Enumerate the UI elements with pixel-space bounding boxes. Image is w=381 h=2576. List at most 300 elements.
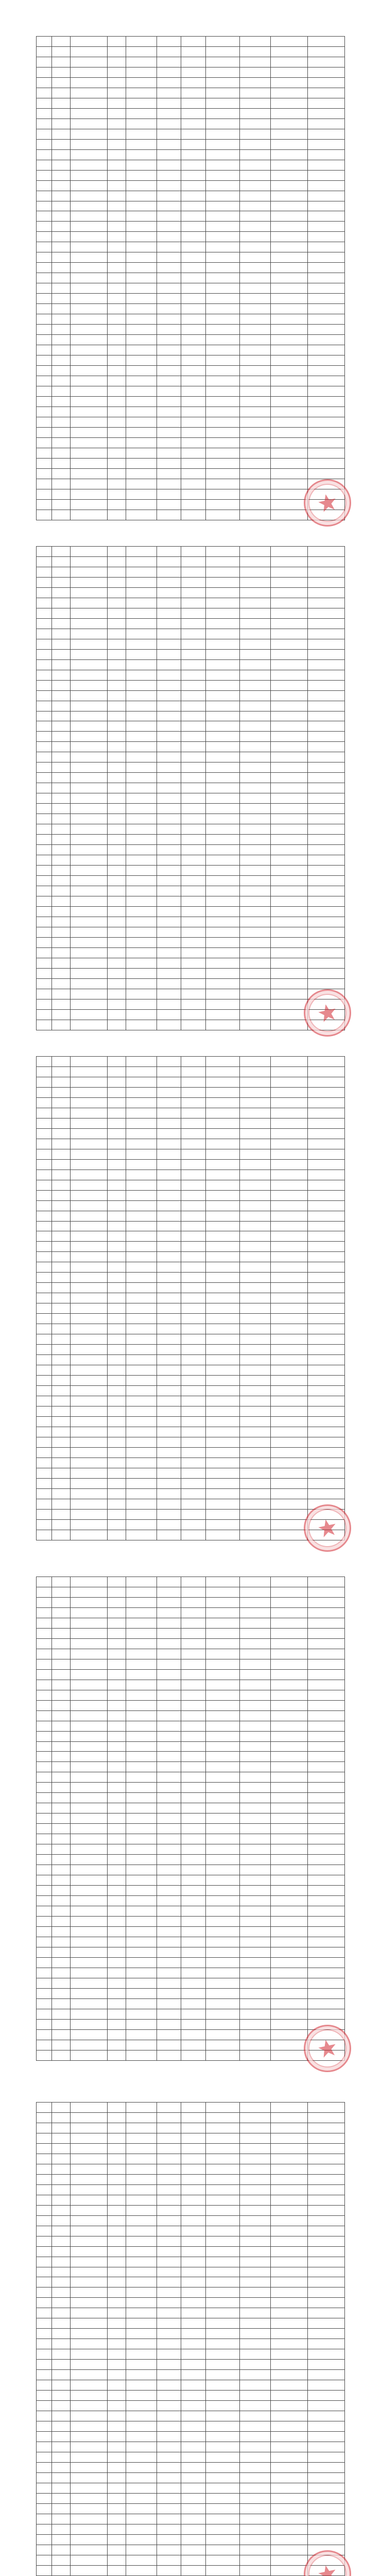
table-cell [206, 618, 240, 629]
table-cell [157, 98, 181, 108]
table-cell [157, 252, 181, 263]
table-row [37, 1211, 345, 1221]
table-cell [206, 824, 240, 835]
table-cell [107, 1427, 126, 1437]
table-row [37, 1437, 345, 1447]
table-cell [308, 1396, 345, 1406]
table-cell [240, 1597, 271, 1607]
table-cell [181, 1937, 206, 1947]
table-cell [240, 2195, 271, 2205]
table-cell [70, 896, 107, 906]
table-cell [240, 1190, 271, 1200]
table-cell [70, 1957, 107, 1968]
table-cell [271, 1752, 308, 1762]
table-cell [206, 325, 240, 335]
table-cell [206, 1530, 240, 1540]
table-cell [206, 1762, 240, 1772]
table-cell [181, 1458, 206, 1468]
table-cell [271, 1190, 308, 1200]
table-cell [240, 1680, 271, 1690]
table-cell [70, 680, 107, 690]
table-cell [240, 2360, 271, 2370]
table-cell [37, 1710, 52, 1721]
table-cell [126, 294, 157, 304]
table-cell [107, 273, 126, 283]
table-cell [157, 2040, 181, 2050]
table-cell [126, 366, 157, 376]
table-cell [157, 1293, 181, 1303]
table-cell [37, 2174, 52, 2184]
table-cell [206, 1355, 240, 1365]
table-cell [107, 968, 126, 978]
table-cell [107, 680, 126, 690]
table-cell [271, 98, 308, 108]
table-cell [126, 2236, 157, 2246]
table-cell [70, 1628, 107, 1638]
table-cell [126, 1057, 157, 1067]
table-cell [157, 376, 181, 386]
table-cell [308, 1200, 345, 1211]
table-cell [37, 2123, 52, 2133]
table-cell [126, 2349, 157, 2360]
table-cell [181, 2514, 206, 2524]
table-cell [206, 2029, 240, 2040]
table-cell [107, 1499, 126, 1509]
table-cell [181, 2391, 206, 2401]
table-cell [37, 160, 52, 170]
table-cell [107, 417, 126, 427]
table-cell [126, 1762, 157, 1772]
table-row [37, 2318, 345, 2329]
table-row [37, 2380, 345, 2391]
table-cell [107, 37, 126, 47]
table-cell [37, 2246, 52, 2257]
table-cell [126, 1149, 157, 1159]
table-cell [271, 1690, 308, 1700]
table-cell [308, 587, 345, 598]
table-cell [51, 314, 70, 325]
table-cell [51, 1638, 70, 1649]
table-cell [51, 1416, 70, 1427]
table-cell [37, 273, 52, 283]
table-cell [157, 649, 181, 659]
table-cell [70, 263, 107, 273]
table-cell [206, 129, 240, 139]
table-cell [51, 742, 70, 752]
table-cell [70, 1814, 107, 1824]
table-cell [126, 1396, 157, 1406]
table-page-1 [36, 36, 345, 520]
table-cell [157, 835, 181, 845]
table-cell [107, 639, 126, 649]
table-cell [157, 2462, 181, 2472]
table-cell [240, 180, 271, 191]
table-cell [51, 1947, 70, 1957]
table-cell [271, 2267, 308, 2277]
table-cell [70, 98, 107, 108]
table-cell [126, 1139, 157, 1149]
table-cell [70, 252, 107, 263]
table-cell [37, 499, 52, 510]
table-cell [271, 937, 308, 947]
table-cell [181, 77, 206, 88]
table-cell [271, 1128, 308, 1139]
table-cell [51, 1793, 70, 1803]
table-cell [181, 999, 206, 1009]
table-cell [70, 2123, 107, 2133]
table-cell [271, 88, 308, 98]
table-row [37, 762, 345, 773]
table-cell [181, 2174, 206, 2184]
table-cell [240, 556, 271, 567]
table-cell [308, 1458, 345, 1468]
table-cell [107, 46, 126, 57]
table-cell [308, 1824, 345, 1834]
table-cell [126, 732, 157, 742]
table-row [37, 1896, 345, 1906]
table-cell [240, 499, 271, 510]
table-row [37, 968, 345, 978]
table-row [37, 191, 345, 201]
table-cell [240, 814, 271, 824]
table-cell [51, 1231, 70, 1242]
table-cell [206, 1097, 240, 1108]
table-cell [181, 649, 206, 659]
table-cell [126, 1478, 157, 1488]
table-cell [206, 886, 240, 896]
table-cell [37, 2545, 52, 2555]
table-cell [51, 721, 70, 732]
table-cell [181, 67, 206, 77]
table-cell [51, 1200, 70, 1211]
table-cell [181, 1926, 206, 1937]
table-cell [271, 556, 308, 567]
table-cell [308, 2277, 345, 2287]
table-cell [37, 1957, 52, 1968]
table-cell [126, 468, 157, 479]
star-icon [315, 1001, 339, 1025]
table-cell [240, 2226, 271, 2236]
table-cell [70, 294, 107, 304]
table-cell [37, 947, 52, 958]
table-cell [37, 2050, 52, 2060]
table-cell [240, 1772, 271, 1783]
table-cell [308, 1721, 345, 1731]
table-cell [51, 927, 70, 937]
table-cell [271, 2184, 308, 2195]
table-cell [37, 804, 52, 814]
table-cell [70, 2514, 107, 2524]
table-cell [240, 649, 271, 659]
table-cell [126, 1376, 157, 1386]
table-cell [271, 999, 308, 1009]
table-cell [271, 499, 308, 510]
table-cell [70, 1926, 107, 1937]
table-cell [206, 1447, 240, 1458]
table-cell [126, 2452, 157, 2462]
table-cell [240, 886, 271, 896]
table-cell [308, 1273, 345, 1283]
table-cell [37, 1211, 52, 1221]
table-cell [107, 1886, 126, 1896]
table-cell [70, 2472, 107, 2483]
table-cell [107, 335, 126, 345]
table-cell [37, 2421, 52, 2432]
table-cell [181, 2029, 206, 2040]
table-cell [157, 2432, 181, 2442]
table-cell [181, 1273, 206, 1283]
table-cell [271, 649, 308, 659]
table-cell [240, 824, 271, 835]
table-cell [271, 577, 308, 587]
table-cell [271, 468, 308, 479]
table-cell [308, 2195, 345, 2205]
table-cell [181, 1875, 206, 1886]
table-cell [308, 906, 345, 917]
table-cell [240, 2184, 271, 2195]
table-cell [126, 1814, 157, 1824]
table-cell [308, 263, 345, 273]
table-cell [240, 406, 271, 417]
table-cell [157, 2370, 181, 2380]
table-cell [157, 1057, 181, 1067]
table-cell [240, 1783, 271, 1793]
table-cell [308, 1437, 345, 1447]
table-cell [157, 2565, 181, 2575]
table-cell [181, 2184, 206, 2195]
table-cell [308, 1242, 345, 1252]
table-cell [70, 1252, 107, 1262]
table-row [37, 1700, 345, 1710]
table-cell [70, 2009, 107, 2019]
table-row [37, 547, 345, 557]
table-cell [107, 1262, 126, 1273]
table-cell [157, 2287, 181, 2298]
table-cell [240, 2318, 271, 2329]
table-cell [206, 2267, 240, 2277]
table-cell [107, 1020, 126, 1030]
table-cell [271, 1303, 308, 1314]
table-cell [157, 1458, 181, 1468]
table-cell [240, 2277, 271, 2287]
table-cell [157, 711, 181, 721]
table-row [37, 1499, 345, 1509]
table-cell [157, 1355, 181, 1365]
table-cell [37, 2349, 52, 2360]
table-cell [126, 1386, 157, 1396]
table-cell [308, 1447, 345, 1458]
table-cell [107, 896, 126, 906]
table-cell [126, 1190, 157, 1200]
table-cell [157, 2421, 181, 2432]
table-cell [157, 1519, 181, 1530]
table-cell [157, 1721, 181, 1731]
table-cell [181, 608, 206, 618]
table-cell [206, 2040, 240, 2050]
table-cell [37, 1200, 52, 1211]
table-cell [308, 845, 345, 855]
table-cell [240, 947, 271, 958]
table-row [37, 510, 345, 520]
table-cell [240, 2401, 271, 2411]
table-cell [51, 2318, 70, 2329]
table-cell [240, 1587, 271, 1597]
table-cell [37, 721, 52, 732]
table-row [37, 742, 345, 752]
table-cell [181, 108, 206, 118]
table-cell [107, 1875, 126, 1886]
table-cell [206, 1587, 240, 1597]
table-cell [126, 1968, 157, 1978]
table-cell [51, 118, 70, 129]
table-cell [51, 1772, 70, 1783]
table-row [37, 814, 345, 824]
table-cell [107, 1303, 126, 1314]
table-cell [308, 783, 345, 793]
table-cell [157, 824, 181, 835]
table-cell [240, 721, 271, 732]
table-cell [126, 1200, 157, 1211]
table-cell [70, 1139, 107, 1149]
table-cell [126, 2143, 157, 2154]
table-cell [181, 1530, 206, 1540]
table-cell [37, 1128, 52, 1139]
table-cell [206, 396, 240, 406]
table-cell [37, 355, 52, 366]
table-cell [271, 1416, 308, 1427]
table-cell [206, 1159, 240, 1170]
table-cell [206, 896, 240, 906]
table-cell [126, 2154, 157, 2164]
table-cell [51, 252, 70, 263]
table-cell [107, 2421, 126, 2432]
table-cell [107, 1998, 126, 2009]
table-cell [70, 1978, 107, 1988]
table-cell [70, 917, 107, 927]
table-cell [157, 1669, 181, 1680]
table-cell [308, 824, 345, 835]
table-cell [240, 1916, 271, 1926]
table-cell [206, 2298, 240, 2308]
table-cell [206, 2226, 240, 2236]
table-cell [308, 556, 345, 567]
table-cell [240, 129, 271, 139]
table-cell [107, 1118, 126, 1128]
table-cell [206, 1200, 240, 1211]
table-cell [37, 1793, 52, 1803]
table-cell [107, 77, 126, 88]
table-cell [271, 345, 308, 355]
table-cell [206, 489, 240, 499]
table-cell [308, 1916, 345, 1926]
table-cell [308, 2391, 345, 2401]
table-cell [308, 2432, 345, 2442]
table-cell [206, 649, 240, 659]
table-cell [37, 1416, 52, 1427]
table-cell [107, 2164, 126, 2174]
table-cell [51, 2112, 70, 2123]
table-row [37, 468, 345, 479]
table-cell [206, 149, 240, 160]
table-cell [157, 876, 181, 886]
table-cell [37, 2401, 52, 2411]
table-cell [70, 618, 107, 629]
table-cell [240, 1649, 271, 1659]
table-cell [240, 1865, 271, 1875]
table-row [37, 345, 345, 355]
table-cell [157, 1530, 181, 1540]
table-cell [157, 1690, 181, 1700]
table-cell [70, 1803, 107, 1814]
table-cell [70, 989, 107, 999]
table-cell [308, 2339, 345, 2349]
table-cell [51, 2009, 70, 2019]
table-cell [181, 2432, 206, 2442]
table-cell [271, 1680, 308, 1690]
table-cell [37, 618, 52, 629]
table-cell [206, 1252, 240, 1262]
table-cell [126, 1937, 157, 1947]
table-cell [240, 2112, 271, 2123]
table-cell [181, 1345, 206, 1355]
table-cell [240, 1447, 271, 1458]
table-cell [37, 1139, 52, 1149]
table-cell [308, 139, 345, 149]
table-cell [157, 1731, 181, 1741]
table-cell [240, 598, 271, 608]
table-cell [37, 1376, 52, 1386]
table-cell [107, 1865, 126, 1875]
table-cell [70, 824, 107, 835]
table-cell [271, 222, 308, 232]
table-row [37, 252, 345, 263]
table-cell [70, 1355, 107, 1365]
table-cell [157, 1447, 181, 1458]
table-cell [51, 1108, 70, 1118]
table-cell [181, 2195, 206, 2205]
data-table [36, 1577, 345, 2061]
table-cell [181, 2370, 206, 2380]
table-cell [37, 1772, 52, 1783]
table-cell [240, 139, 271, 149]
table-cell [37, 458, 52, 468]
table-row [37, 1139, 345, 1149]
table-cell [308, 1607, 345, 1618]
table-cell [157, 304, 181, 314]
table-cell [240, 958, 271, 968]
table-cell [240, 2339, 271, 2349]
table-row [37, 1978, 345, 1988]
table-cell [181, 1519, 206, 1530]
table-cell [206, 263, 240, 273]
table-cell [157, 232, 181, 242]
table-cell [157, 1324, 181, 1334]
table-cell [70, 1118, 107, 1128]
table-cell [126, 2442, 157, 2452]
table-cell [206, 1139, 240, 1149]
table-cell [70, 1009, 107, 1020]
table-cell [308, 160, 345, 170]
table-cell [37, 958, 52, 968]
table-cell [37, 1324, 52, 1334]
table-cell [271, 46, 308, 57]
table-cell [126, 2339, 157, 2349]
table-cell [51, 999, 70, 1009]
table-cell [126, 2411, 157, 2421]
table-cell [51, 489, 70, 499]
table-cell [157, 896, 181, 906]
table-cell [107, 1844, 126, 1855]
